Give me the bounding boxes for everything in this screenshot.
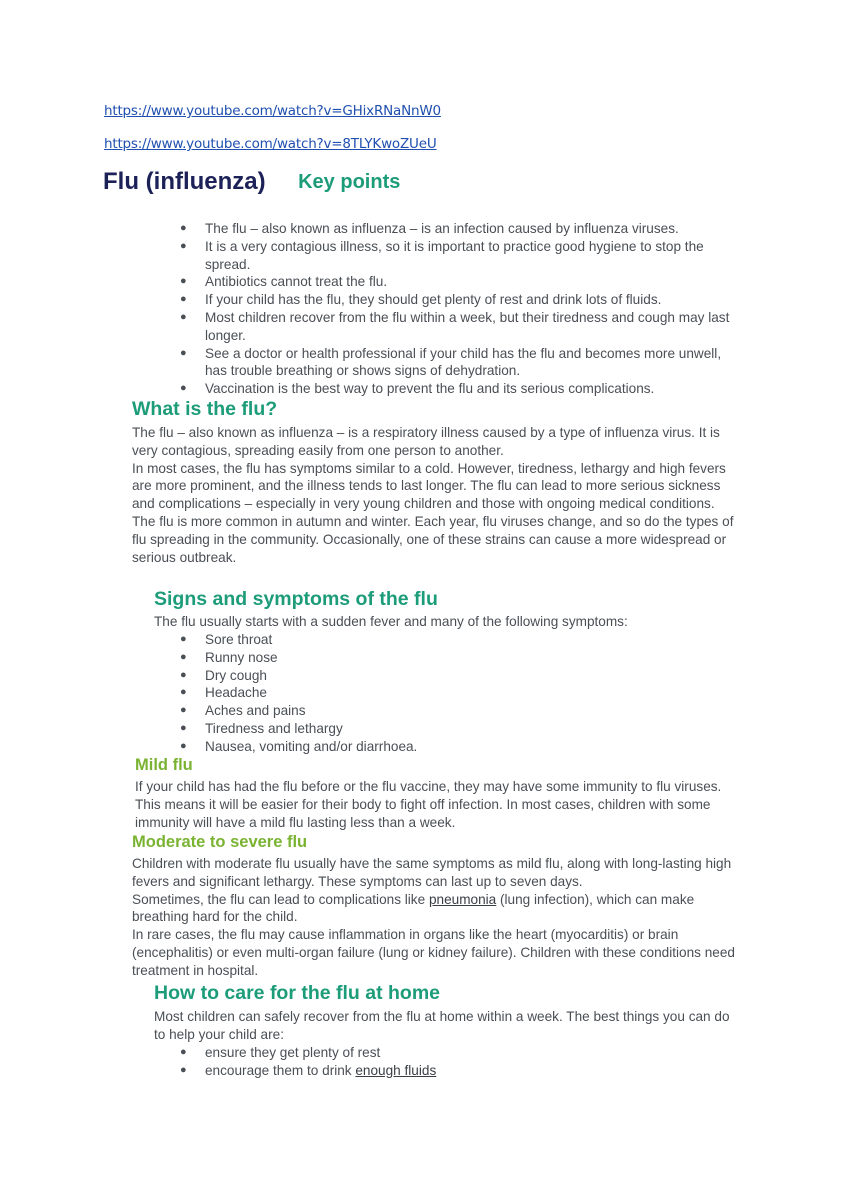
home-care-list [180, 1044, 740, 1080]
mild-flu-heading: Mild flu [135, 756, 193, 774]
page-title: Flu (influenza) [103, 168, 266, 195]
list-item: ● The flu – also known as influenza – is an infection caused by influenza viruses. [180, 220, 745, 238]
text: Sometimes, the flu can lead to complications like [132, 891, 429, 907]
signs-intro: The flu usually starts with a sudden fever and many of the following symptoms: [154, 614, 628, 629]
text: encourage them to drink [205, 1062, 356, 1078]
home-care-heading: How to care for the flu at home [154, 982, 441, 1004]
key-points-list [180, 220, 745, 398]
text: (lung infection), which can make breathing hard for the child. [132, 891, 695, 925]
paragraph: The flu – also known as influenza – is a respiratory illness caused by a type of influenza virus. It is very contagious, spreading easily from one person to another. [132, 425, 720, 458]
list-item [180, 1062, 740, 1080]
paragraph: The flu is more common in autumn and winter. Each year, flu viruses change, and so do the types of flu spreading in the community. Occasionally, one of these strains can cause a more widespread or serious outbreak. [132, 513, 734, 565]
moderate-flu-body [132, 855, 742, 980]
list-item: ● It is a very contagious illness, so it is important to practice good hygiene to stop the spread. [180, 238, 745, 274]
list-item: ● If your child has the flu, they should get plenty of rest and drink lots of fluids. [180, 291, 745, 309]
paragraph: In rare cases, the flu may cause inflammation in organs like the heart (myocarditis) or brain (encephalitis) or even multi-organ failure (lung or kidney failure). Children with these conditions need treatment in hospital. [132, 927, 735, 978]
home-care-intro: Most children can safely recover from the flu at home within a week. The best things you can do to help your child are: [154, 1009, 730, 1042]
moderate-flu-heading: Moderate to severe flu [132, 833, 308, 851]
paragraph: In most cases, the flu has symptoms similar to a cold. However, tiredness, lethargy and high fevers are more prominent, and the illness tends to last longer. The flu can lead to more serious sickness and complications – especially in very young children and those with ongoing medical conditions. [132, 460, 726, 512]
list-item: ● ensure they get plenty of rest [180, 1044, 740, 1062]
key-points-heading: Key points [298, 171, 401, 193]
symptoms-list [180, 631, 740, 756]
list-item: ● Nausea, vomiting and/or diarrhoea. [180, 738, 740, 756]
title-row [103, 168, 400, 196]
list-item: ● Sore throat [180, 631, 740, 649]
youtube-link-1[interactable]: https://www.youtube.com/watch?v=GHixRNaNnW0 [104, 103, 441, 119]
list-item: ● Most children recover from the flu within a week, but their tiredness and cough may last longer. [180, 309, 745, 345]
what-is-heading: What is the flu? [132, 398, 278, 420]
list-item: ● Aches and pains [180, 702, 740, 720]
enough-fluids-link[interactable]: enough fluids [355, 1062, 437, 1078]
list-item: ● Headache [180, 684, 740, 702]
paragraph: Children with moderate flu usually have the same symptoms as mild flu, along with long-lasting high fevers and significant lethargy. These symptoms can last up to seven days. [132, 856, 732, 889]
what-is-body [132, 424, 742, 566]
signs-heading: Signs and symptoms of the flu [154, 588, 438, 610]
list-item: ● Tiredness and lethargy [180, 720, 740, 738]
list-item: ● Dry cough [180, 667, 740, 685]
list-item: ● Vaccination is the best way to prevent the flu and its serious complications. [180, 380, 745, 398]
pneumonia-link[interactable]: pneumonia [428, 891, 497, 907]
youtube-link-2[interactable]: https://www.youtube.com/watch?v=8TLYKwoZUeU [104, 136, 437, 152]
list-item: ● Runny nose [180, 649, 740, 667]
mild-flu-text: If your child has had the flu before or the flu vaccine, they may have some immunity to flu viruses. This means it will be easier for their body to fight off infection. In most cases, children with some immunity will have a mild flu lasting less than a week. [135, 779, 722, 830]
list-item: ● Antibiotics cannot treat the flu. [180, 273, 745, 291]
list-item: ● See a doctor or health professional if your child has the flu and becomes more unwell, has trouble breathing or shows signs of dehydration. [180, 345, 745, 381]
paragraph [132, 891, 742, 927]
